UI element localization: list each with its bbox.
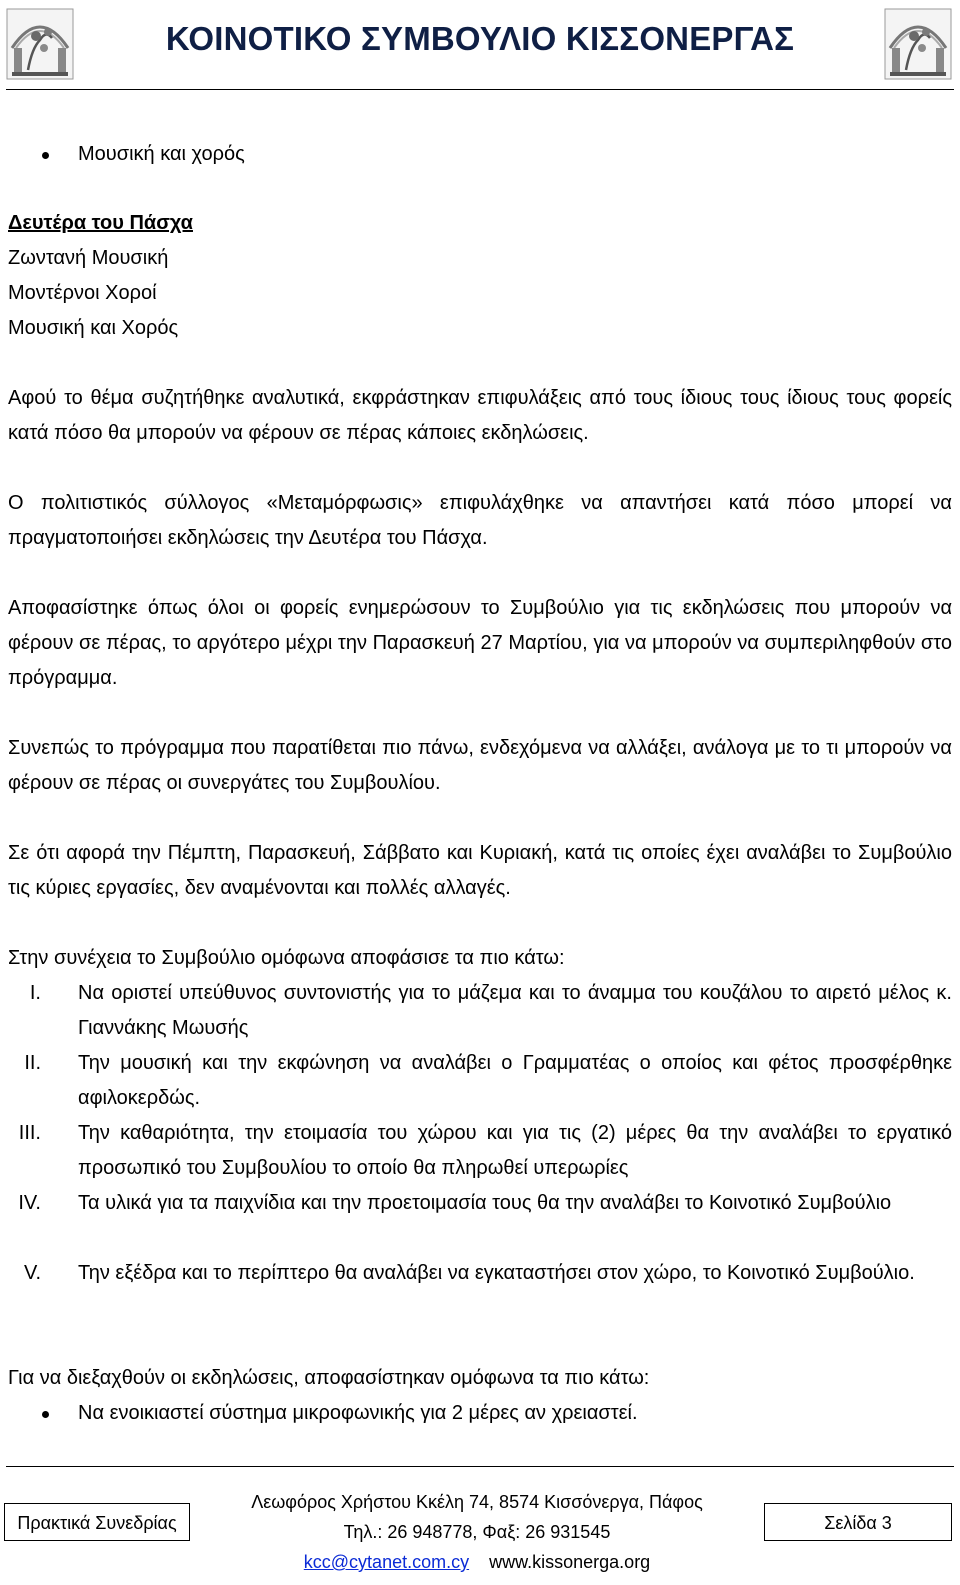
decision-number: IV. (18, 1192, 41, 1214)
council-emblem-icon (6, 8, 74, 80)
paragraph: Στην συνέχεια το Συμβούλιο ομόφωνα αποφάσισε τα πιο κάτω: (8, 947, 565, 969)
website-text: www.kissonerga.org (489, 1552, 651, 1572)
decision-text: Να οριστεί υπεύθυνος συντονιστής για το μάζεμα και το άναμμα του κουζάλου το αιρετό μέλος κ. Γιαννάκης Μωυσής (78, 982, 952, 1039)
header-divider (6, 89, 954, 90)
bullet-text: Να ενοικιαστεί σύστημα μικροφωνικής για 2 μέρες αν χρειαστεί. (78, 1402, 638, 1424)
page-number: Σελίδα 3 (764, 1503, 952, 1541)
council-emblem-icon (884, 8, 952, 80)
bullet-text: Μουσική και χορός (78, 143, 245, 165)
program-item: Μοντέρνοι Χοροί (8, 282, 157, 304)
paragraph: Αποφασίστηκε όπως όλοι οι φορείς ενημερώσουν το Συμβούλιο για τις εκδηλώσεις που μπορούν να φέρουν σε πέρας, το αργότερο μέχρι την Παρασκευή 27 Μαρτίου, για να μπορούν να συμπεριληφθούν στο πρόγραμμα. (8, 597, 952, 689)
minutes-label: Πρακτικά Συνεδρίας (4, 1503, 190, 1541)
footer-contact (200, 1487, 754, 1577)
footer-links (200, 1547, 754, 1577)
footer-phones: Τηλ.: 26 948778, Φαξ: 26 931545 (343, 1522, 611, 1542)
section-heading (8, 206, 952, 241)
decision-text: Την καθαριότητα, την ετοιμασία του χώρου και για τις (2) μέρες θα την αναλάβει το εργατικό προσωπικό του Συμβουλίου το οποίο θα πληρωθεί υπερωρίες (78, 1122, 952, 1179)
email-link[interactable]: kcc@cytanet.com.cy (303, 1552, 470, 1572)
decision-number: II. (24, 1052, 41, 1074)
decision-number: V. (23, 1262, 41, 1284)
bullet-icon (42, 1411, 49, 1418)
decision-number: I. (29, 982, 41, 1004)
paragraph: Σε ότι αφορά την Πέμπτη, Παρασκευή, Σάββατο και Κυριακή, κατά τις οποίες έχει αναλάβει το Συμβούλιο τις κύριες εργασίες, δεν αναμένονται και πολλές αλλαγές. (8, 842, 952, 899)
paragraph: Για να διεξαχθούν οι εκδηλώσεις, αποφασίστηκαν ομόφωνα τα πιο κάτω: (8, 1367, 650, 1389)
footer-divider (6, 1466, 954, 1467)
decision-text: Τα υλικά για τα παιχνίδια και την προετοιμασία τους θα την αναλάβει το Κοινοτικό Συμβούλιο (78, 1192, 892, 1214)
page-header (0, 0, 960, 92)
paragraph: Συνεπώς το πρόγραμμα που παρατίθεται πιο πάνω, ενδεχόμενα να αλλάξει, ανάλογα με το τι μπορούν να φέρουν σε πέρας οι συνεργάτες του Συμβουλίου. (8, 737, 952, 794)
program-item: Ζωντανή Μουσική (8, 247, 169, 269)
decision-text: Την εξέδρα και το περίπτερο θα αναλάβει να εγκαταστήσει στον χώρο, το Κοινοτικό Συμβούλιο. (78, 1262, 915, 1284)
bullet-icon (42, 152, 49, 159)
decision-number: III. (18, 1122, 41, 1144)
paragraph: Αφού το θέμα συζητήθηκε αναλυτικά, εκφράστηκαν επιφυλάξεις από τους ίδιους τους ίδιους τους φορείς κατά πόσο θα μπορούν να φέρουν σε πέρας κάποιες εκδηλώσεις. (8, 387, 952, 444)
decision-text: Την μουσική και την εκφώνηση να αναλάβει ο Γραμματέας ο οποίος και φέτος προσφέρθηκε αφιλοκερδώς. (78, 1052, 952, 1109)
easter-monday-heading: Δευτέρα του Πάσχα (8, 212, 193, 234)
footer-address: Λεωφόρος Χρήστου Κκέλη 74, 8574 Κισσόνεργα, Πάφος (251, 1492, 703, 1512)
program-item: Μουσική και Χορός (8, 317, 179, 339)
paragraph: Ο πολιτιστικός σύλλογος «Μεταμόρφωσις» επιφυλάχθηκε να απαντήσει κατά πόσο μπορεί να πραγματοποιήσει εκδηλώσεις την Δευτέρα του Πάσχα. (8, 492, 952, 549)
council-title: ΚΟΙΝΟΤΙΚΟ ΣΥΜΒΟΥΛΙΟ ΚΙΣΣΟΝΕΡΓΑΣ (165, 20, 795, 57)
